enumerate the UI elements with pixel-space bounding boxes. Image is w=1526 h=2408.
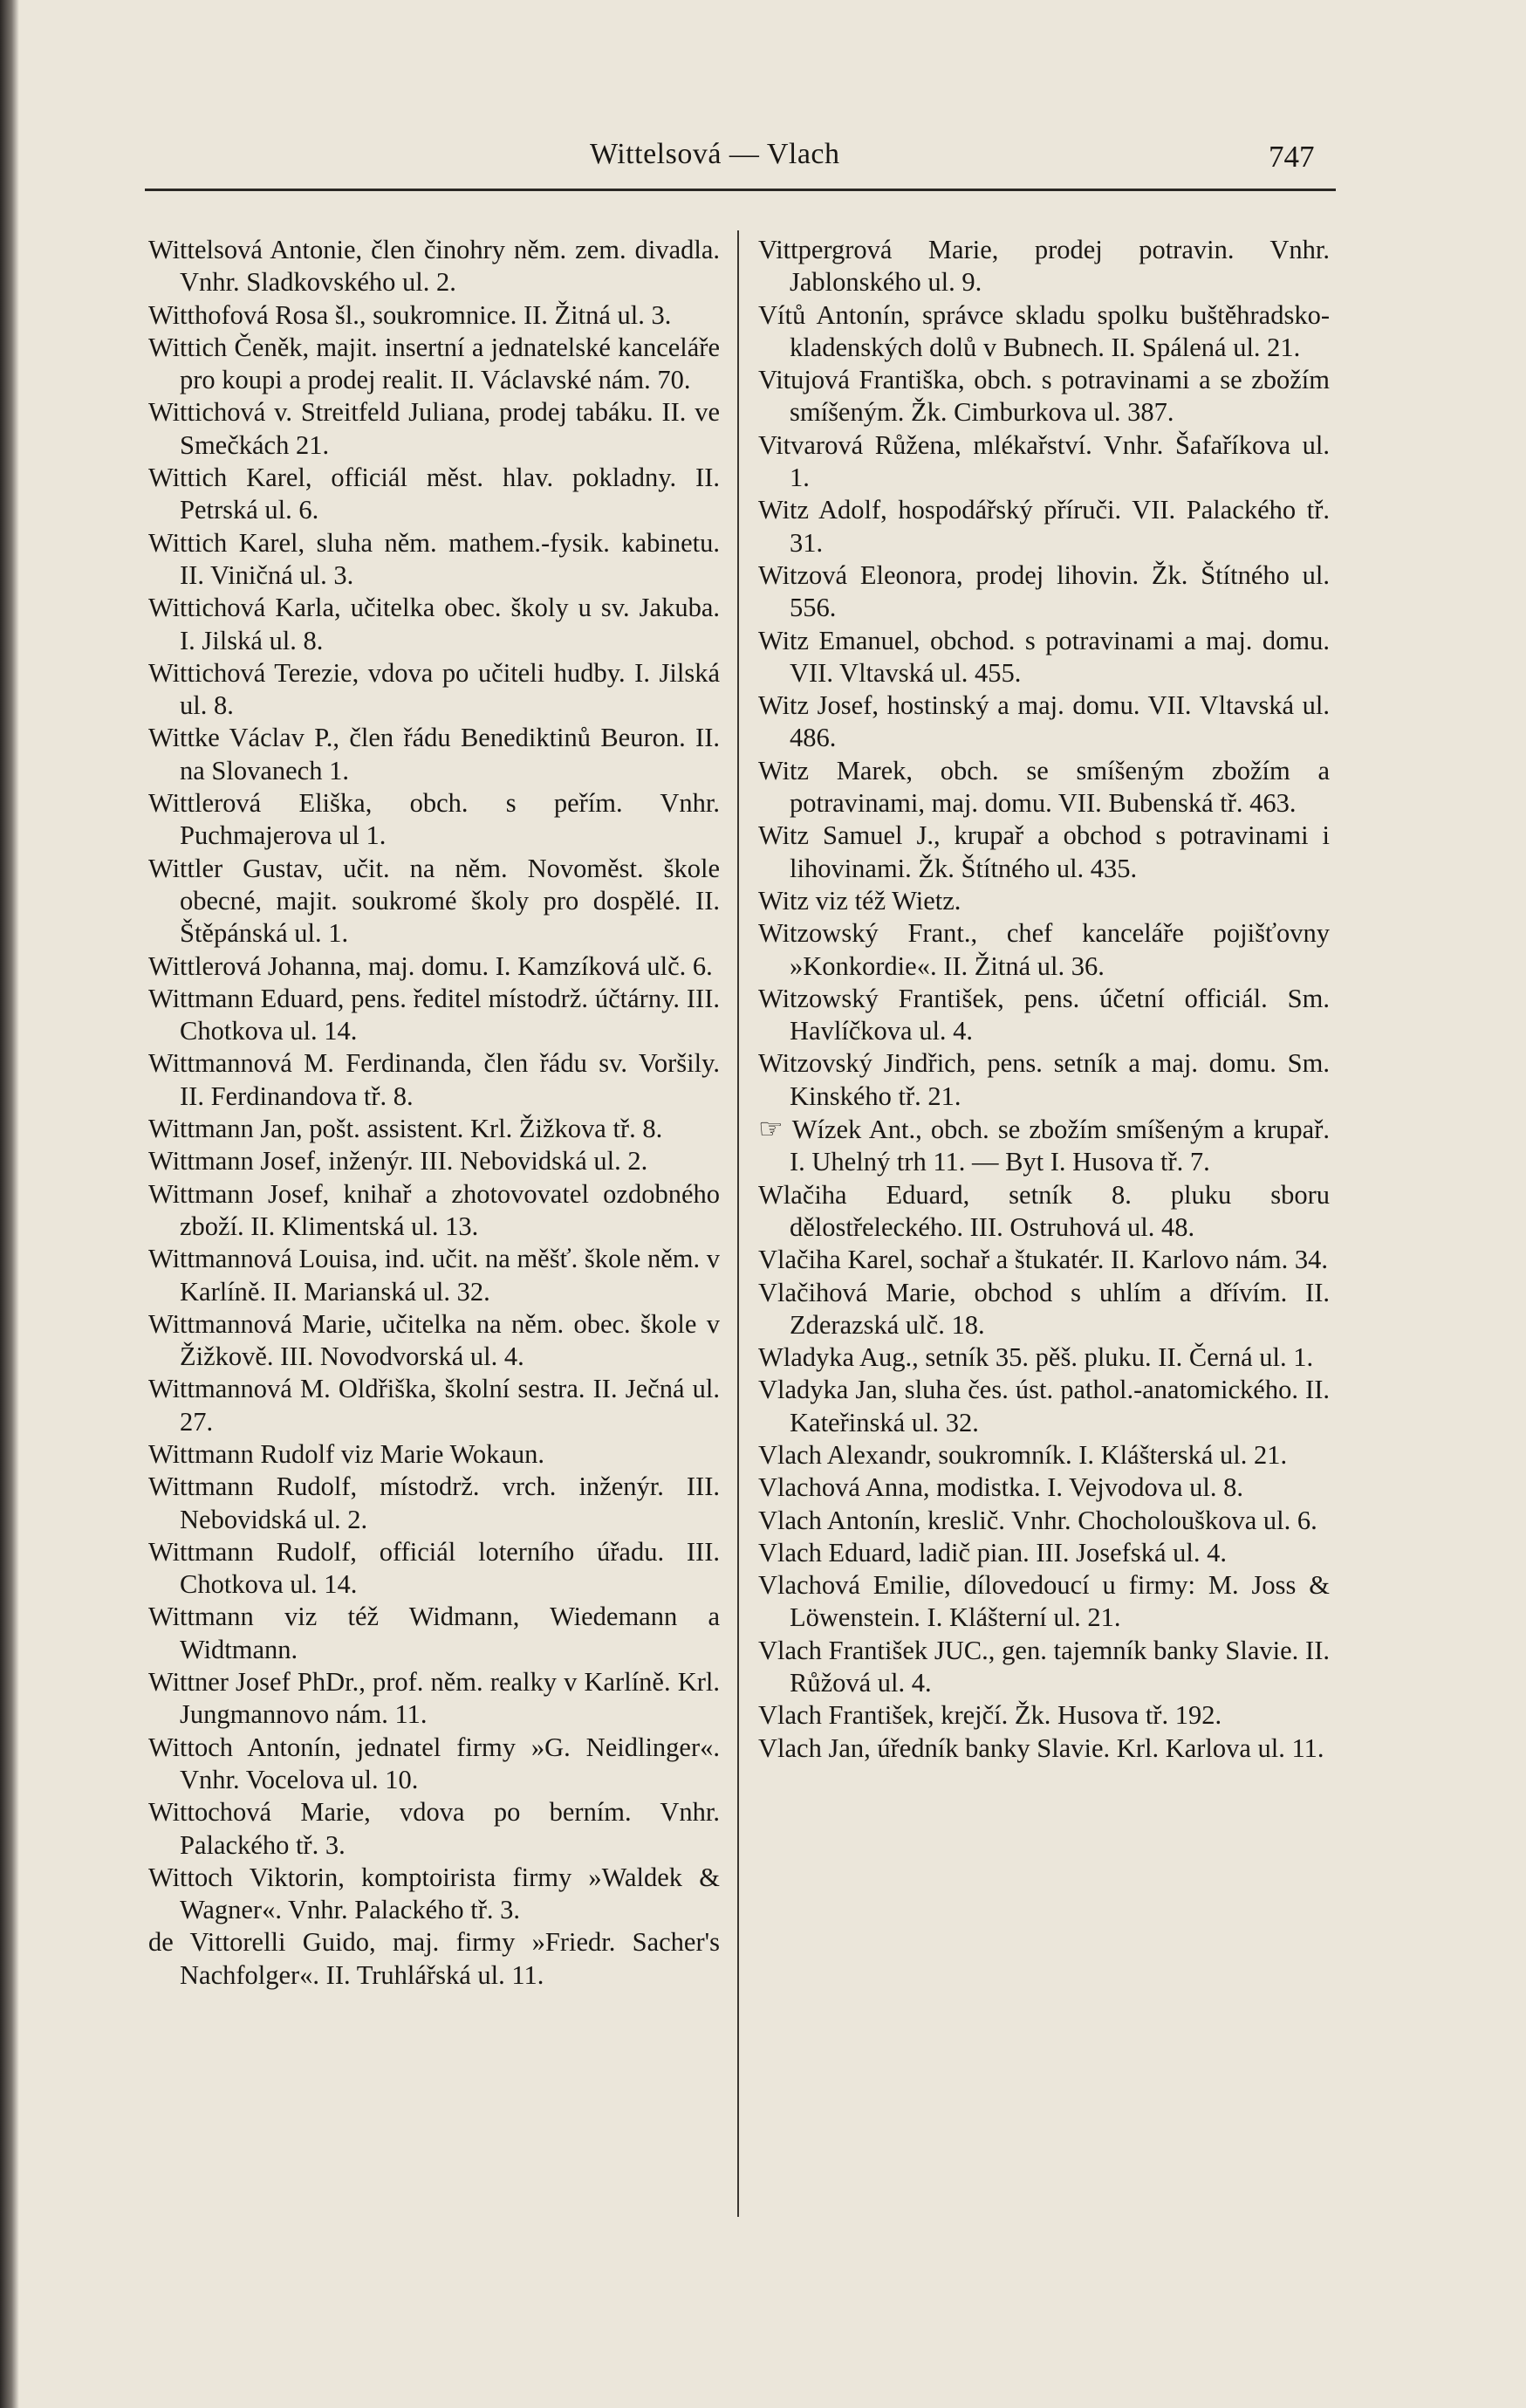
directory-entry: Wittelsová Antonie, člen činohry něm. zem. divadla. Vnhr. Sladkovského ul. 2.: [148, 235, 720, 298]
directory-entry: Wittoch Viktorin, komptoirista firmy »Waldek & Wagner«. Vnhr. Palackého tř. 3.: [148, 1862, 720, 1925]
directory-entry: Wittmann Eduard, pens. ředitel místodrž. účtárny. III. Chotkova ul. 14.: [148, 983, 720, 1046]
directory-entry: Vitvarová Růžena, mlékařství. Vnhr. Šafaříkova ul. 1.: [758, 429, 1330, 493]
directory-entry: Witz Emanuel, obchod. s potravinami a maj. domu. VII. Vltavská ul. 455.: [758, 625, 1330, 688]
directory-entry: Vittpergrová Marie, prodej potravin. Vnhr. Jablonského ul. 9.: [758, 235, 1330, 298]
directory-entry: Wittmannová Louisa, ind. učit. na měšť. škole něm. v Karlíně. II. Marianská ul. 32.: [148, 1244, 720, 1307]
directory-entry: Wlačiha Eduard, setník 8. pluku sboru dělostřeleckého. III. Ostruhová ul. 48.: [758, 1179, 1330, 1242]
directory-entry-advertised: [758, 1113, 1330, 1179]
directory-entry: Witzovský Jindřich, pens. setník a maj. domu. Sm. Kinského tř. 21.: [758, 1048, 1330, 1111]
directory-entry: Wladyka Aug., setník 35. pěš. pluku. II. Černá ul. 1.: [758, 1342, 1314, 1373]
directory-entry: Wittke Václav P., člen řádu Benediktinů Beuron. II. na Slovanech 1.: [148, 723, 720, 786]
header-rule: [145, 189, 1336, 191]
directory-entry: Wittmann Rudolf, místodrž. vrch. inženýr. III. Nebovidská ul. 2.: [148, 1472, 720, 1534]
directory-entry: Vlach Alexandr, soukromník. I. Klášterská ul. 21.: [758, 1439, 1288, 1470]
column-divider: [737, 230, 739, 2217]
directory-entry: Wittich Čeněk, majit. insertní a jednatelské kanceláře pro koupi a prodej realit. II. Václavské nám. 70.: [148, 332, 720, 395]
directory-entry: Vladyka Jan, sluha čes. úst. pathol.-anatomického. II. Kateřinská ul. 32.: [758, 1375, 1330, 1437]
directory-entry: Vlach Antonín, kreslič. Vnhr. Chocholouškova ul. 6.: [758, 1505, 1317, 1535]
directory-entry: Wittlerová Johanna, maj. domu. I. Kamzíková ulč. 6.: [148, 950, 713, 981]
directory-entry: Wittmannová M. Ferdinanda, člen řádu sv. Voršily. II. Ferdinandova tř. 8.: [148, 1048, 720, 1111]
entry-text: Wízek Ant., obch. se zbožím smíšeným a krupař. I. Uhelný trh 11. — Byt I. Husova tř. 7.: [790, 1115, 1330, 1177]
directory-entry: Vlach František, krejčí. Žk. Husova tř. 192.: [758, 1700, 1222, 1731]
directory-entry: Wittichová Karla, učitelka obec. školy u sv. Jakuba. I. Jilská ul. 8.: [148, 593, 720, 655]
directory-entry: Wittner Josef PhDr., prof. něm. realky v Karlíně. Krl. Jungmannovo nám. 11.: [148, 1667, 720, 1730]
directory-entry: Wittmann Jan, pošt. assistent. Krl. Žižkova tř. 8.: [148, 1114, 663, 1144]
directory-entry: Wittlerová Eliška, obch. s peřím. Vnhr. Puchmajerova ul 1.: [148, 788, 720, 851]
directory-entry: Wittmann Rudolf viz Marie Wokaun.: [148, 1438, 545, 1469]
directory-entry: Wittoch Antonín, jednatel firmy »G. Neidlinger«. Vnhr. Vocelova ul. 10.: [148, 1732, 720, 1794]
directory-entry: Wittmann Josef, knihař a zhotovovatel ozdobného zboží. II. Klimentská ul. 13.: [148, 1178, 720, 1241]
directory-entry: Witzová Eleonora, prodej lihovin. Žk. Štítného ul. 556.: [758, 559, 1330, 623]
left-column: [148, 234, 720, 1992]
directory-entry: Witz Josef, hostinský a maj. domu. VII. Vltavská ul. 486.: [758, 690, 1330, 753]
directory-entry: Wittmann Rudolf, officiál loterního úřadu. III. Chotkova ul. 14.: [148, 1536, 720, 1600]
directory-entry: Witz Marek, obch. se smíšeným zbožím a potravinami, maj. domu. VII. Bubenská tř. 463.: [758, 755, 1330, 819]
running-head: Wittelsová — Vlach: [590, 138, 840, 170]
directory-entry: Vlačiha Karel, sochař a štukatér. II. Karlovo nám. 34.: [758, 1245, 1328, 1275]
directory-entry: Witz Samuel J., krupař a obchod s potravinami i lihovinami. Žk. Štítného ul. 435.: [758, 820, 1330, 883]
directory-entry: Wittler Gustav, učit. na něm. Novoměst. škole obecné, majit. soukromé školy pro dospělé. II. Štěpánská ul. 1.: [148, 853, 720, 949]
directory-entry: Vlachová Anna, modistka. I. Vejvodova ul. 8.: [758, 1472, 1243, 1503]
directory-entry: Vlačihová Marie, obchod s uhlím a dřívím. II. Zderazská ulč. 18.: [758, 1277, 1330, 1340]
directory-entry: Wittichová Terezie, vdova po učiteli hudby. I. Jilská ul. 8.: [148, 657, 720, 721]
directory-entry: Vlachová Emilie, dílovedoucí u firmy: M. Joss & Löwenstein. I. Klášterní ul. 21.: [758, 1570, 1330, 1633]
directory-entry: Wittochová Marie, vdova po berním. Vnhr. Palackého tř. 3.: [148, 1797, 720, 1860]
directory-entry: Wittich Karel, officiál měst. hlav. pokladny. II. Petrská ul. 6.: [148, 463, 720, 525]
directory-entry: Wittmann viz též Widmann, Wiedemann a Widtmann.: [148, 1602, 720, 1664]
directory-entry: Vlach Eduard, ladič pian. III. Josefská ul. 4.: [758, 1537, 1227, 1568]
directory-entry: Wittichová v. Streitfeld Juliana, prodej tabáku. II. ve Smečkách 21.: [148, 397, 720, 460]
directory-entry: Wittmannová M. Oldřiška, školní sestra. II. Ječná ul. 27.: [148, 1374, 720, 1437]
directory-entry: Vlach Jan, úředník banky Slavie. Krl. Karlova ul. 11.: [758, 1732, 1324, 1763]
directory-entry: Witzowský František, pens. účetní officiál. Sm. Havlíčkova ul. 4.: [758, 983, 1330, 1046]
pointing-hand-icon: ☞: [758, 1112, 784, 1146]
directory-entry: Witz viz též Wietz.: [758, 885, 961, 916]
directory-entry: Witz Adolf, hospodářský příruči. VII. Palackého tř. 31.: [758, 495, 1330, 558]
directory-entry: Wittich Karel, sluha něm. mathem.-fysik. kabinetu. II. Viničná ul. 3.: [148, 527, 720, 590]
directory-entry: Vlach František JUC., gen. tajemník banky Slavie. II. Růžová ul. 4.: [758, 1635, 1330, 1698]
directory-entry: Wittmannová Marie, učitelka na něm. obec. škole v Žižkově. III. Novodvorská ul. 4.: [148, 1308, 720, 1372]
right-column: [758, 234, 1330, 1765]
directory-entry: Vítů Antonín, správce skladu spolku buštěhradsko-kladenských dolů v Bubnech. II. Spálená ul. 21.: [758, 299, 1330, 362]
directory-entry: Witthofová Rosa šl., soukromnice. II. Žitná ul. 3.: [148, 299, 672, 330]
directory-entry: de Vittorelli Guido, maj. firmy »Friedr. Sacher's Nachfolger«. II. Truhlářská ul. 11.: [148, 1927, 720, 1990]
page-binding-edge: [0, 0, 19, 2408]
directory-entry: Wittmann Josef, inženýr. III. Nebovidská ul. 2.: [148, 1146, 648, 1177]
page-number: 747: [1269, 140, 1315, 174]
directory-entry: Witzowský Frant., chef kanceláře pojišťovny »Konkordie«. II. Žitná ul. 36.: [758, 918, 1330, 981]
directory-entry: Vitujová Františka, obch. s potravinami a se zbožím smíšeným. Žk. Cimburkova ul. 387.: [758, 365, 1330, 428]
